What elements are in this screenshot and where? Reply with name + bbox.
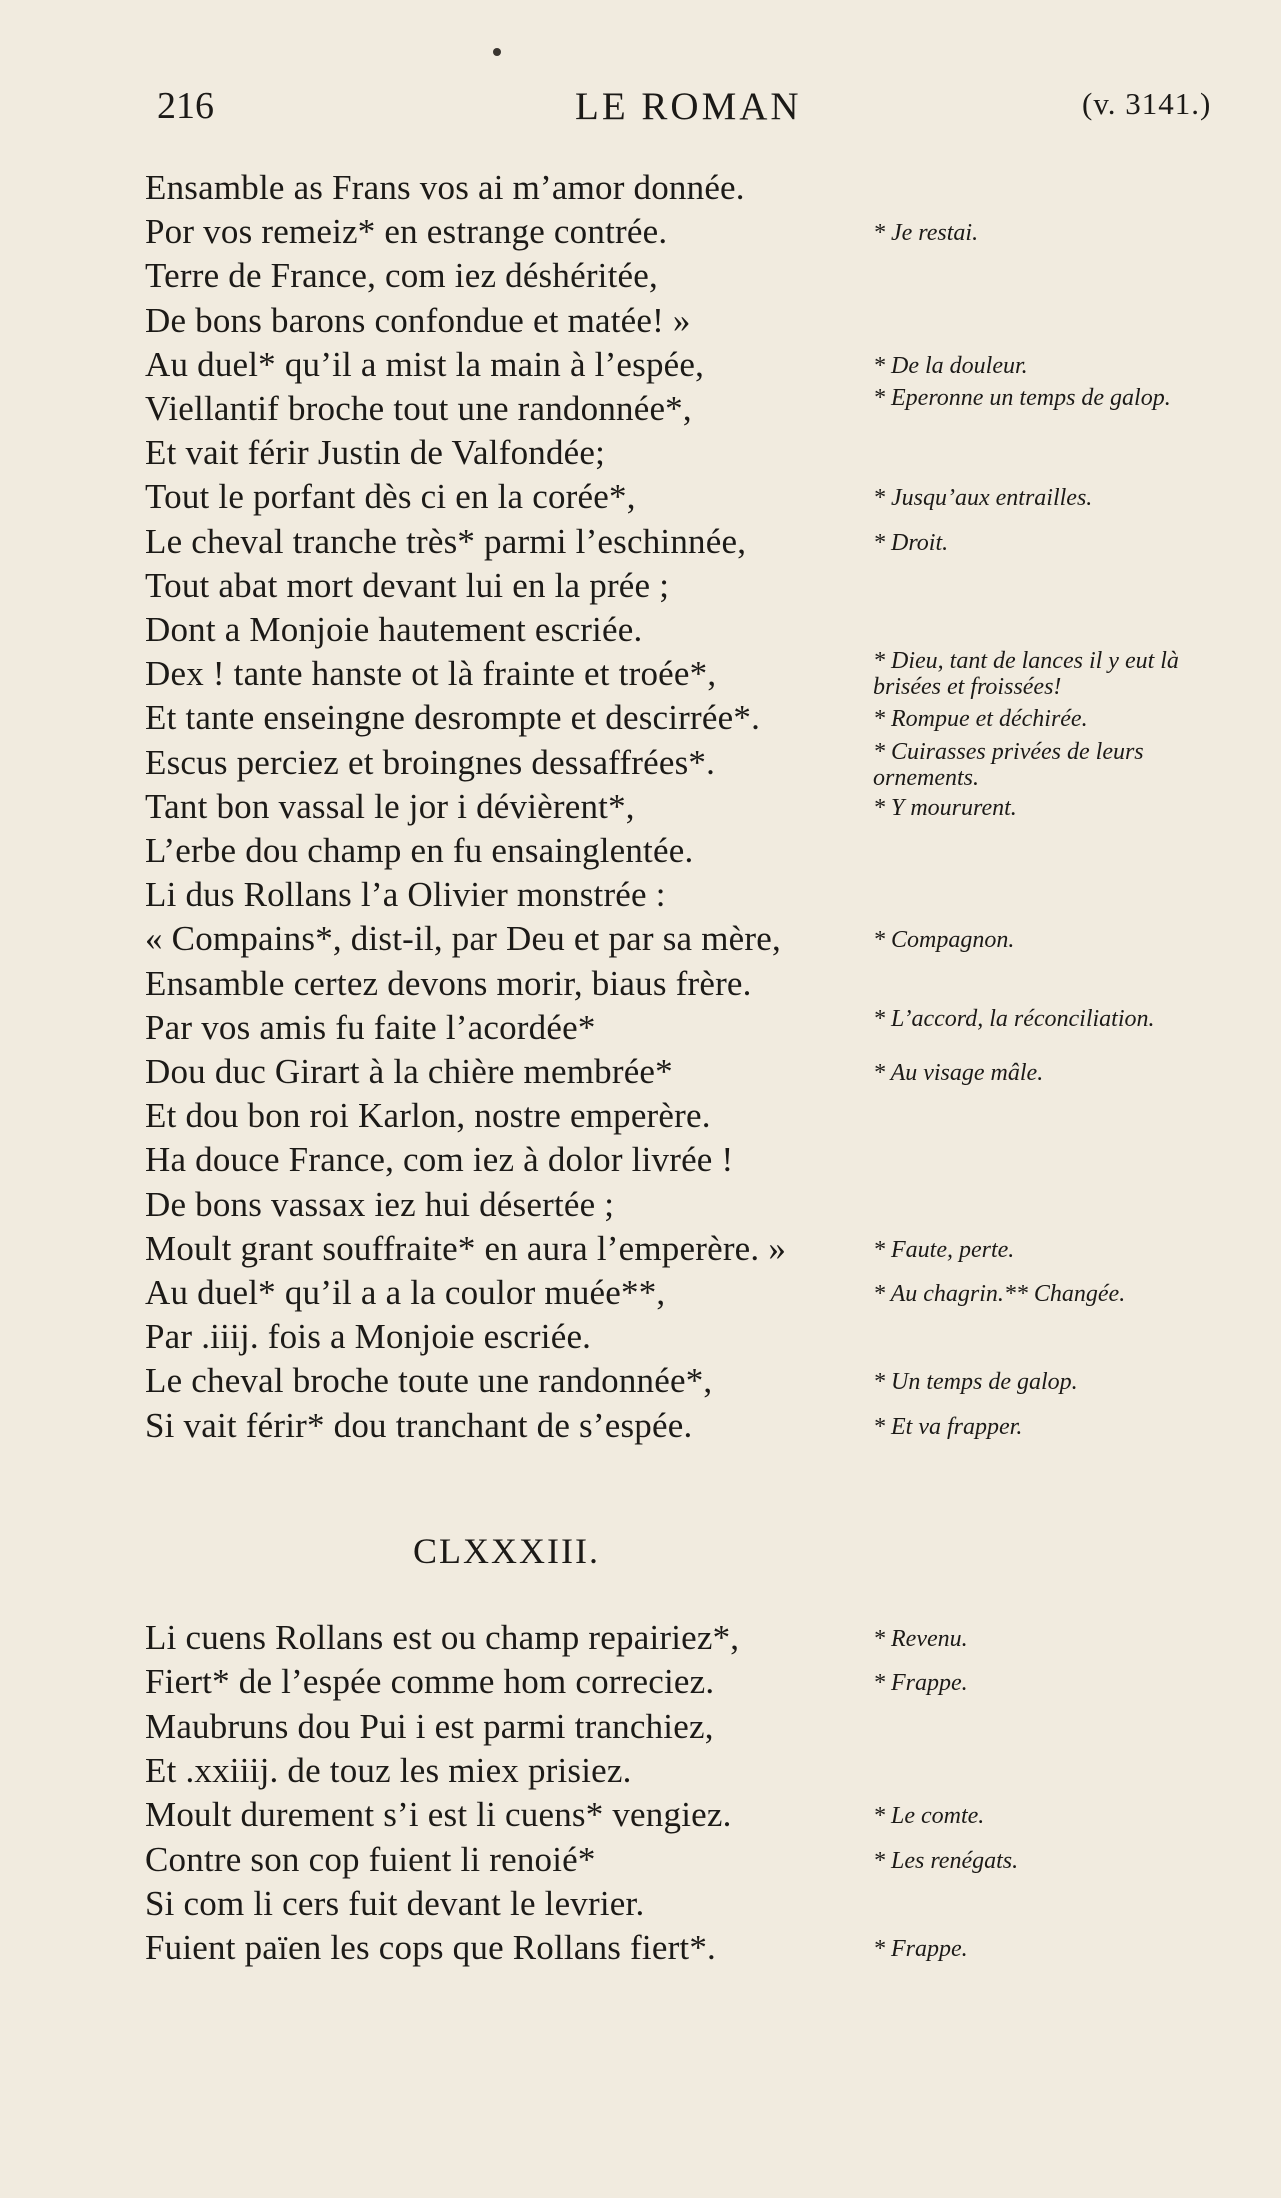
verse-line: Si vait férir* dou tranchant de s’espée. <box>145 1405 693 1445</box>
verse-line: De bons barons confondue et matée! » <box>145 300 691 340</box>
verse-line: Moult durement s’i est li cuens* vengiez. <box>145 1795 732 1835</box>
verse-line: Au duel* qu’il a mist la main à l’espée, <box>145 344 705 384</box>
margin-note: * Un temps de galop. <box>873 1369 1078 1396</box>
verse-line: Tout abat mort devant lui en la prée ; <box>145 565 670 605</box>
margin-note: * Compagnon. <box>873 927 1015 954</box>
verse-line: Li cuens Rollans est ou champ repairiez*, <box>145 1618 740 1657</box>
verse-reference: (v. 3141.) <box>1082 86 1212 121</box>
margin-note: * Et va frapper. <box>873 1413 1023 1440</box>
margin-note: * Cuirasses privées de leurs ornements. <box>873 738 1144 791</box>
margin-note: * Dieu, tant de lances il y eut là brisées et froissées! <box>873 648 1179 701</box>
verse-line: Viellantif broche tout une randonnée*, <box>145 389 692 428</box>
margin-note: * Y moururent. <box>873 794 1017 821</box>
verse-line: Tant bon vassal le jor i dévièrent*, <box>145 786 635 826</box>
verse-line: Par vos amis fu faite l’acordée* <box>145 1007 596 1047</box>
verse-line: Fiert* de l’espée comme hom correciez. <box>145 1662 715 1702</box>
margin-note: * Droit. <box>873 529 949 556</box>
running-title: LE ROMAN <box>575 85 802 128</box>
verse-line: Au duel* qu’il a a la coulor muée**, <box>145 1273 666 1312</box>
verse-line: Et tante enseingne desrompte et descirrée*. <box>145 698 761 738</box>
verse-line: Contre son cop fuient li renoié* <box>145 1839 596 1879</box>
verse-line: Par .iiij. fois a Monjoie escriée. <box>145 1317 592 1357</box>
margin-note: * Frappe. <box>873 1670 968 1697</box>
margin-note: * Au chagrin.** Changée. <box>873 1281 1126 1307</box>
margin-note: * Au visage mâle. <box>873 1060 1044 1086</box>
verse-line: Escus perciez et broingnes dessaffrées*. <box>145 742 716 782</box>
verse-line: Fuient païen les cops que Rollans fiert*. <box>145 1928 717 1968</box>
verse-line: Dex ! tante hanste ot là frainte et troée*, <box>145 654 717 694</box>
running-header <box>0 84 1281 134</box>
verse-line: Ensamble as Frans vos ai m’amor donnée. <box>145 168 745 207</box>
verse-line: Et .xxiiij. de touz les miex prisiez. <box>145 1750 632 1790</box>
margin-note: * Le comte. <box>873 1803 985 1830</box>
verse-line: Et vait férir Justin de Valfondée; <box>145 433 606 473</box>
margin-note: * Frappe. <box>873 1936 968 1963</box>
margin-note: * Faute, perte. <box>873 1236 1015 1263</box>
margin-note: * Eperonne un temps de galop. <box>873 385 1171 411</box>
verse-line: Dont a Monjoie hautement escriée. <box>145 610 643 649</box>
section-heading: CLXXXIII. <box>413 1531 600 1571</box>
verse-line: Dou duc Girart à la chière membrée* <box>145 1052 673 1091</box>
margin-note: * Les renégats. <box>873 1847 1019 1874</box>
verse-line: Maubruns dou Pui i est parmi tranchiez, <box>145 1706 714 1746</box>
verse-line: Si com li cers fuit devant le levrier. <box>145 1883 645 1923</box>
margin-note: * Je restai. <box>873 220 979 247</box>
margin-note: * Revenu. <box>873 1626 968 1652</box>
verse-line: Li dus Rollans l’a Olivier monstrée : <box>145 875 666 915</box>
verse-line: Le cheval broche toute une randonnée*, <box>145 1361 713 1401</box>
ink-speck <box>493 48 501 56</box>
verse-line: Le cheval tranche très* parmi l’eschinnée, <box>145 521 747 561</box>
margin-note: * De la douleur. <box>873 352 1028 379</box>
verse-line: Por vos remeiz* en estrange contrée. <box>145 212 668 252</box>
verse-line: Tout le porfant dès ci en la corée*, <box>145 477 636 517</box>
verse-line: L’erbe dou champ en fu ensainglentée. <box>145 831 694 870</box>
verse-line: Terre de France, com iez déshéritée, <box>145 256 658 296</box>
verse-line: « Compains*, dist-il, par Deu et par sa mère, <box>145 919 781 959</box>
margin-note: * Jusqu’aux entrailles. <box>873 485 1093 512</box>
verse-line: De bons vassax iez hui désertée ; <box>145 1184 615 1224</box>
margin-note: * Rompue et déchirée. <box>873 706 1088 733</box>
verse-line: Moult grant souffraite* en aura l’emperère. » <box>145 1228 787 1268</box>
verse-line: Ensamble certez devons morir, biaus frère. <box>145 963 752 1003</box>
verse-line: Et dou bon roi Karlon, nostre emperère. <box>145 1096 711 1136</box>
margin-note: * L’accord, la réconciliation. <box>873 1005 1155 1032</box>
page-number: 216 <box>157 85 214 127</box>
verse-line: Ha douce France, com iez à dolor livrée ! <box>145 1140 734 1180</box>
